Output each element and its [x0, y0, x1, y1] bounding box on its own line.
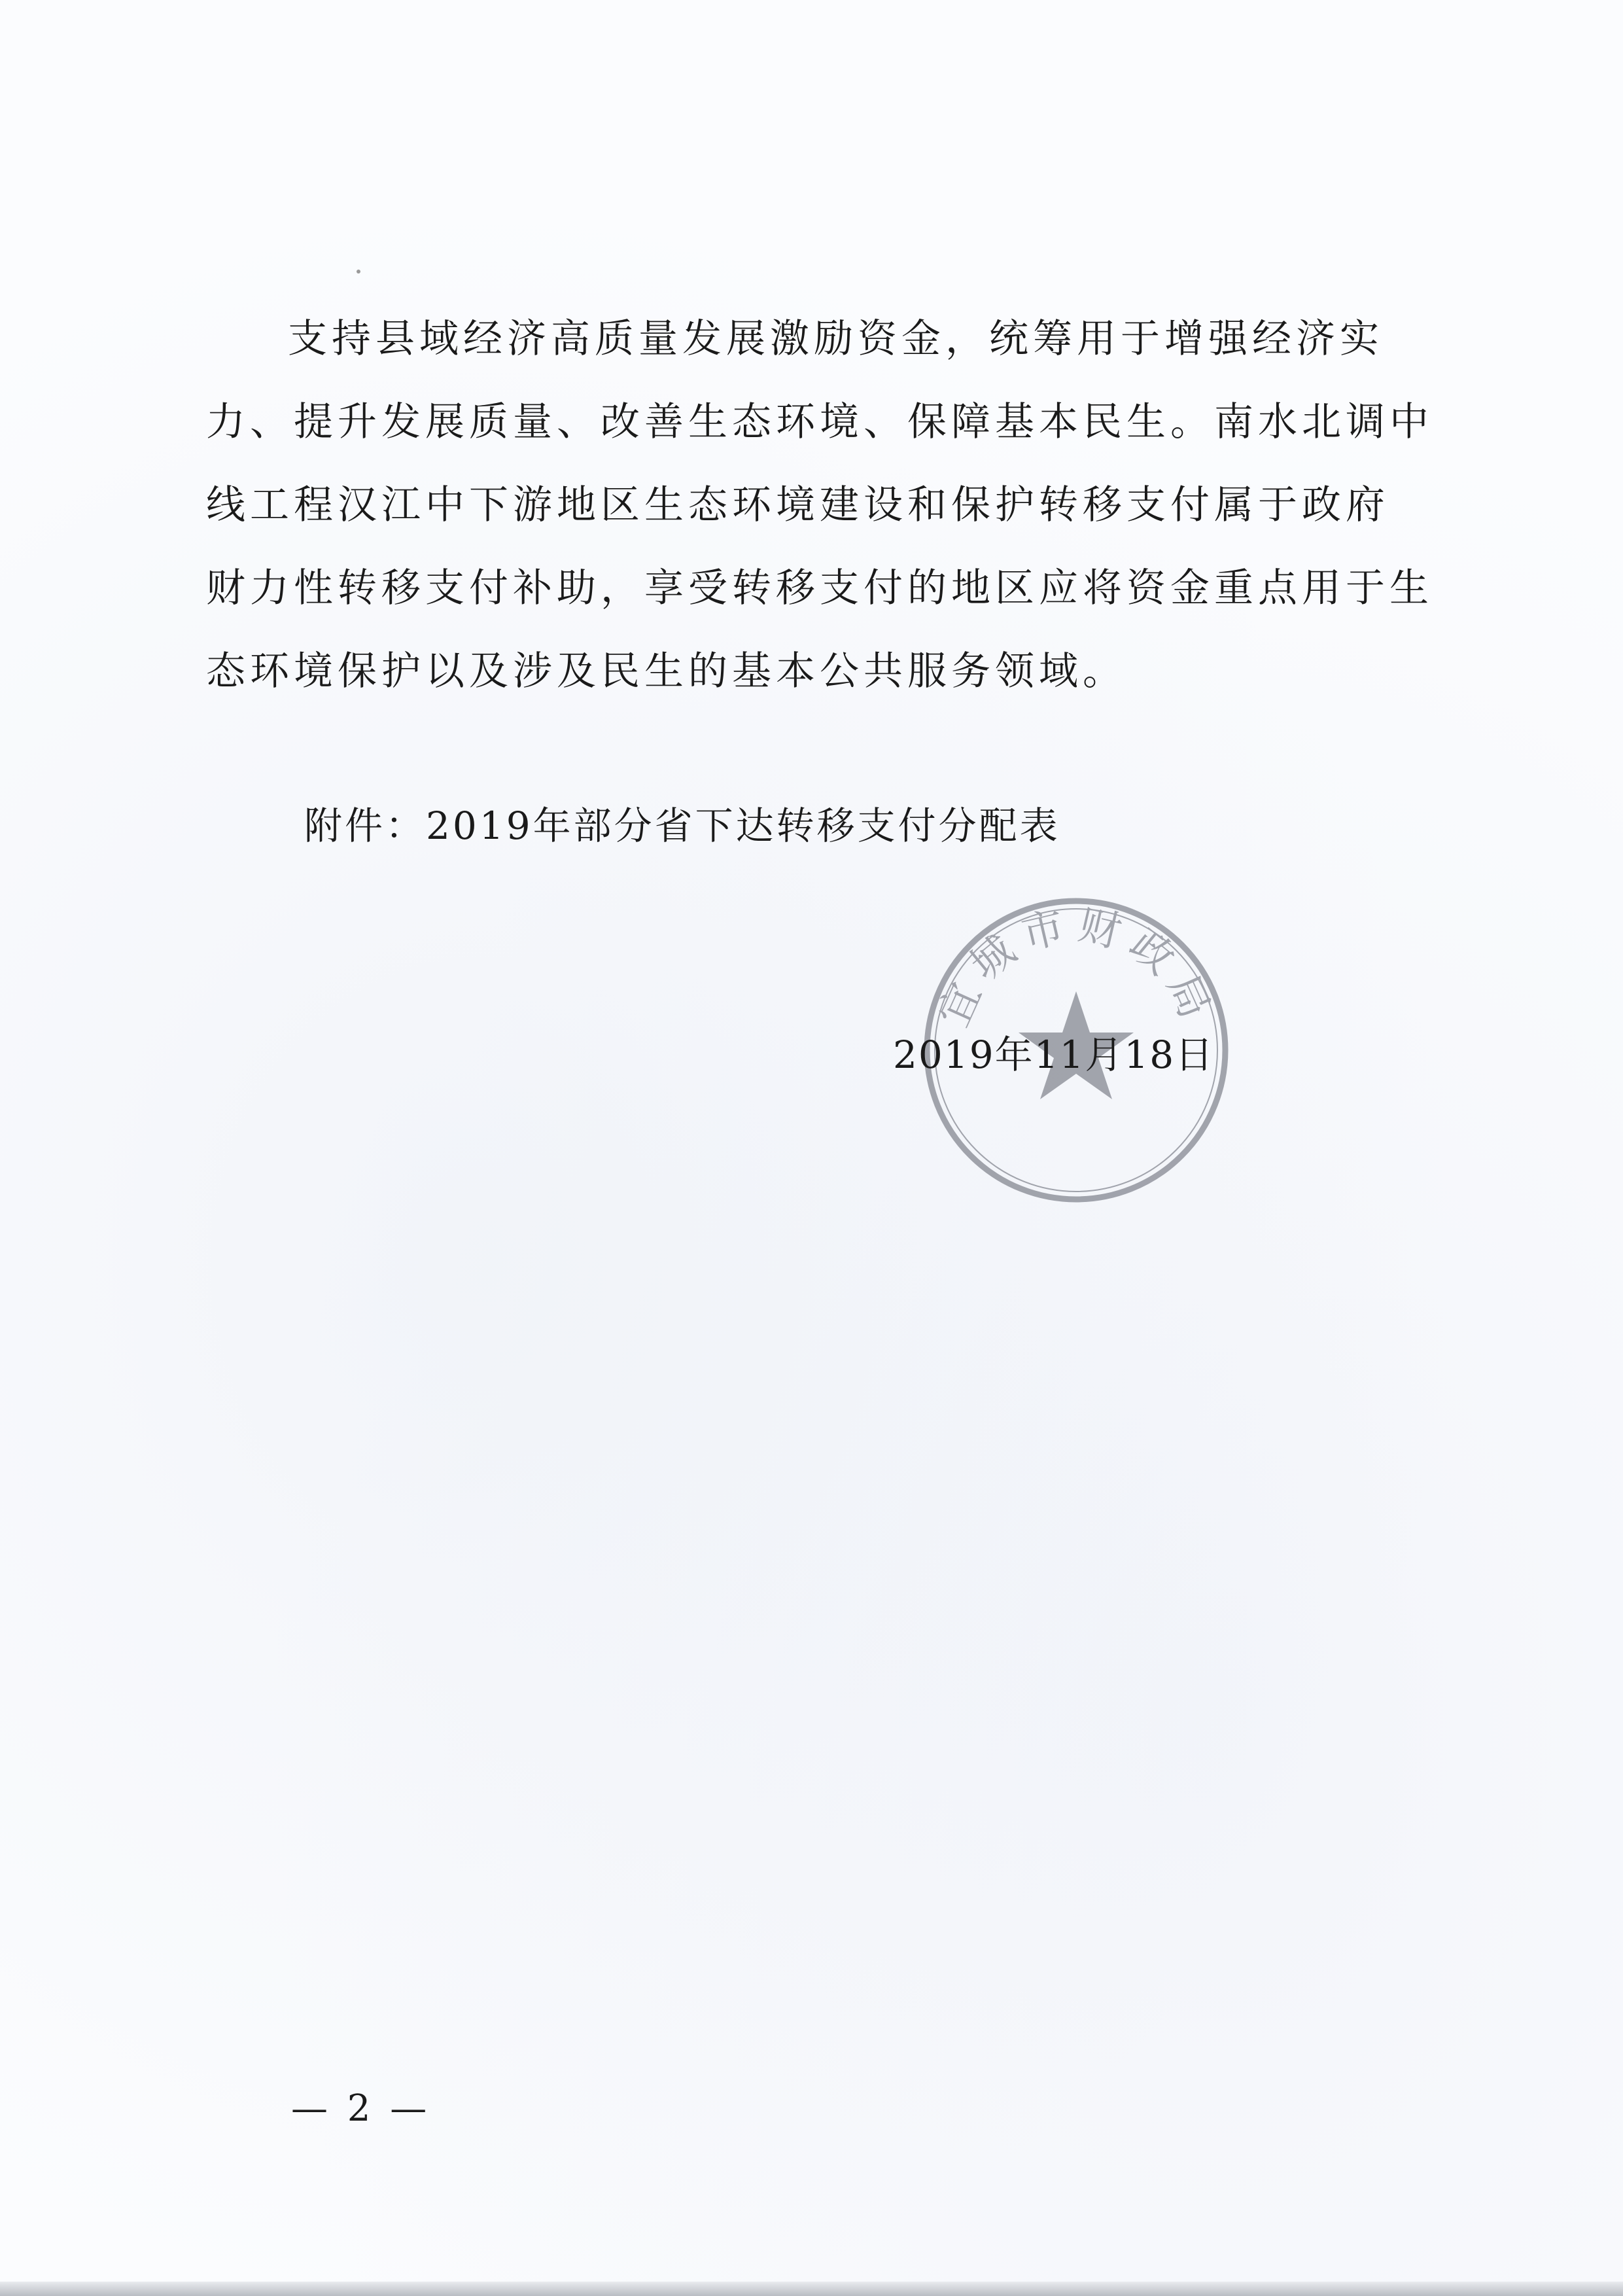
seal-text: 宜城市财政局 [930, 900, 1223, 1034]
page-number: — 2 — [291, 2087, 431, 2130]
body-paragraph [206, 298, 1433, 713]
attachment-note: 附件：2019年部分省下达转移支付分配表 [304, 804, 1060, 848]
body-line-3: 线工程汉江中下游地区生态环境建设和保护转移支付属于政府 [206, 482, 1389, 528]
body-line-2: 力、提升发展质量、改善生态环境、保障基本民生。南水北调中 [206, 399, 1433, 445]
body-line-5: 态环境保护以及涉及民生的基本公共服务领域。 [206, 648, 1126, 694]
scan-speck [357, 270, 360, 274]
scan-bottom-edge [0, 2282, 1623, 2296]
body-line-1: 支持县域经济高质量发展激励资金，统筹用于增强经济实 [288, 316, 1384, 362]
issue-date: 2019年11月18日 [893, 1033, 1215, 1077]
body-line-4: 财力性转移支付补助，享受转移支付的地区应将资金重点用于生 [206, 565, 1433, 611]
